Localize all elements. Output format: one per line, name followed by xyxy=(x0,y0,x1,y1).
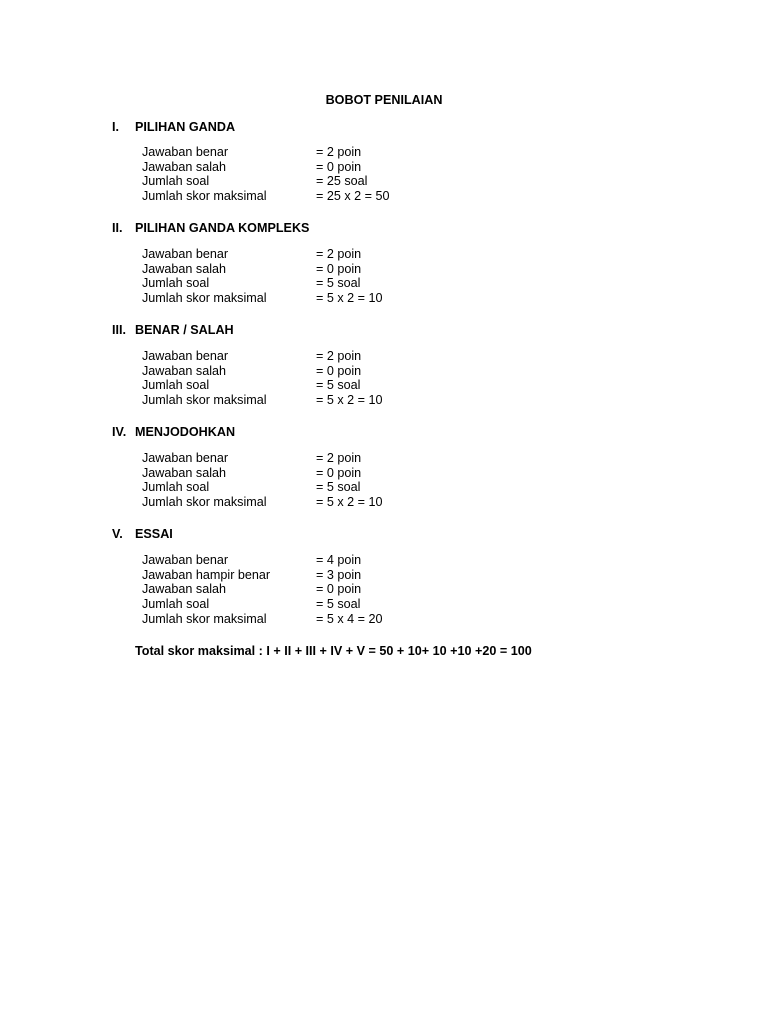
score-row xyxy=(142,378,542,393)
row-value: = 3 poin xyxy=(316,567,362,582)
section-rows-2 xyxy=(142,247,542,306)
row-label: Jumlah soal xyxy=(142,378,210,393)
section-numeral: IV. xyxy=(112,425,127,439)
score-row xyxy=(142,582,542,597)
row-value: = 25 x 2 = 50 xyxy=(316,189,390,204)
row-value: = 5 soal xyxy=(316,276,361,291)
row-value: = 5 soal xyxy=(316,378,361,393)
score-row xyxy=(142,145,542,160)
row-label: Jawaban salah xyxy=(142,261,227,276)
row-label: Jumlah soal xyxy=(142,276,210,291)
row-label: Jawaban benar xyxy=(142,451,229,465)
row-value: = 5 soal xyxy=(316,480,361,495)
section-rows-4 xyxy=(142,451,542,510)
section-numeral: III. xyxy=(112,323,126,337)
score-row xyxy=(142,495,542,510)
score-row xyxy=(142,553,542,568)
row-label: Jumlah skor maksimal xyxy=(142,495,267,510)
row-label: Jumlah soal xyxy=(142,174,210,189)
row-label: Jawaban benar xyxy=(142,349,229,363)
total-max-score: Total skor maksimal : I + II + III + IV + V = 50 + 10+ 10 +10 +20 = 100 xyxy=(135,644,532,658)
row-value: = 5 soal xyxy=(316,597,361,612)
row-label: Jawaban salah xyxy=(142,582,227,597)
score-row xyxy=(142,568,542,583)
row-label: Jumlah soal xyxy=(142,480,210,495)
score-row xyxy=(142,393,542,408)
row-label: Jumlah skor maksimal xyxy=(142,291,267,306)
score-row xyxy=(142,262,542,277)
section-heading-3 xyxy=(112,322,234,338)
section-numeral: I. xyxy=(112,120,119,134)
section-title: ESSAI xyxy=(135,527,173,541)
section-heading-4 xyxy=(112,424,235,440)
score-row xyxy=(142,189,542,204)
score-row xyxy=(142,247,542,262)
row-label: Jumlah skor maksimal xyxy=(142,189,267,204)
row-label: Jumlah soal xyxy=(142,597,210,612)
row-value: = 2 poin xyxy=(316,247,362,261)
row-value: = 0 poin xyxy=(316,159,362,174)
row-label: Jumlah skor maksimal xyxy=(142,611,267,626)
score-row xyxy=(142,451,542,466)
row-label: Jawaban salah xyxy=(142,159,227,174)
section-title: BENAR / SALAH xyxy=(135,323,234,337)
score-row xyxy=(142,160,542,175)
score-row xyxy=(142,174,542,189)
score-row xyxy=(142,480,542,495)
section-numeral: V. xyxy=(112,527,123,541)
score-row xyxy=(142,291,542,306)
row-label: Jawaban benar xyxy=(142,145,229,159)
row-value: = 5 x 2 = 10 xyxy=(316,393,383,408)
row-value: = 5 x 4 = 20 xyxy=(316,611,383,626)
row-value: = 0 poin xyxy=(316,261,362,276)
score-row xyxy=(142,349,542,364)
section-heading-1 xyxy=(112,119,235,135)
section-heading-2 xyxy=(112,220,309,236)
section-title: PILIHAN GANDA xyxy=(135,120,236,134)
row-label: Jawaban salah xyxy=(142,465,227,480)
row-label: Jawaban benar xyxy=(142,247,229,261)
row-value: = 2 poin xyxy=(316,451,362,465)
row-value: = 0 poin xyxy=(316,465,362,480)
score-row xyxy=(142,276,542,291)
row-label: Jumlah skor maksimal xyxy=(142,393,267,408)
row-label: Jawaban benar xyxy=(142,553,229,567)
row-value: = 25 soal xyxy=(316,174,368,189)
row-value: = 2 poin xyxy=(316,145,362,159)
row-value: = 4 poin xyxy=(316,553,362,567)
row-label: Jawaban salah xyxy=(142,363,227,378)
score-row xyxy=(142,612,542,627)
row-value: = 0 poin xyxy=(316,582,362,597)
section-numeral: II. xyxy=(112,221,123,235)
section-rows-5 xyxy=(142,553,542,626)
score-row xyxy=(142,466,542,481)
section-title: PILIHAN GANDA KOMPLEKS xyxy=(135,221,310,235)
section-heading-5 xyxy=(112,526,173,542)
score-row xyxy=(142,597,542,612)
row-value: = 0 poin xyxy=(316,363,362,378)
section-rows-3 xyxy=(142,349,542,408)
row-value: = 2 poin xyxy=(316,349,362,363)
row-value: = 5 x 2 = 10 xyxy=(316,291,383,306)
section-rows-1 xyxy=(142,145,542,204)
page-title: BOBOT PENILAIAN xyxy=(325,93,443,107)
score-row xyxy=(142,364,542,379)
section-title: MENJODOHKAN xyxy=(135,425,236,439)
row-label: Jawaban hampir benar xyxy=(142,567,271,582)
row-value: = 5 x 2 = 10 xyxy=(316,495,383,510)
